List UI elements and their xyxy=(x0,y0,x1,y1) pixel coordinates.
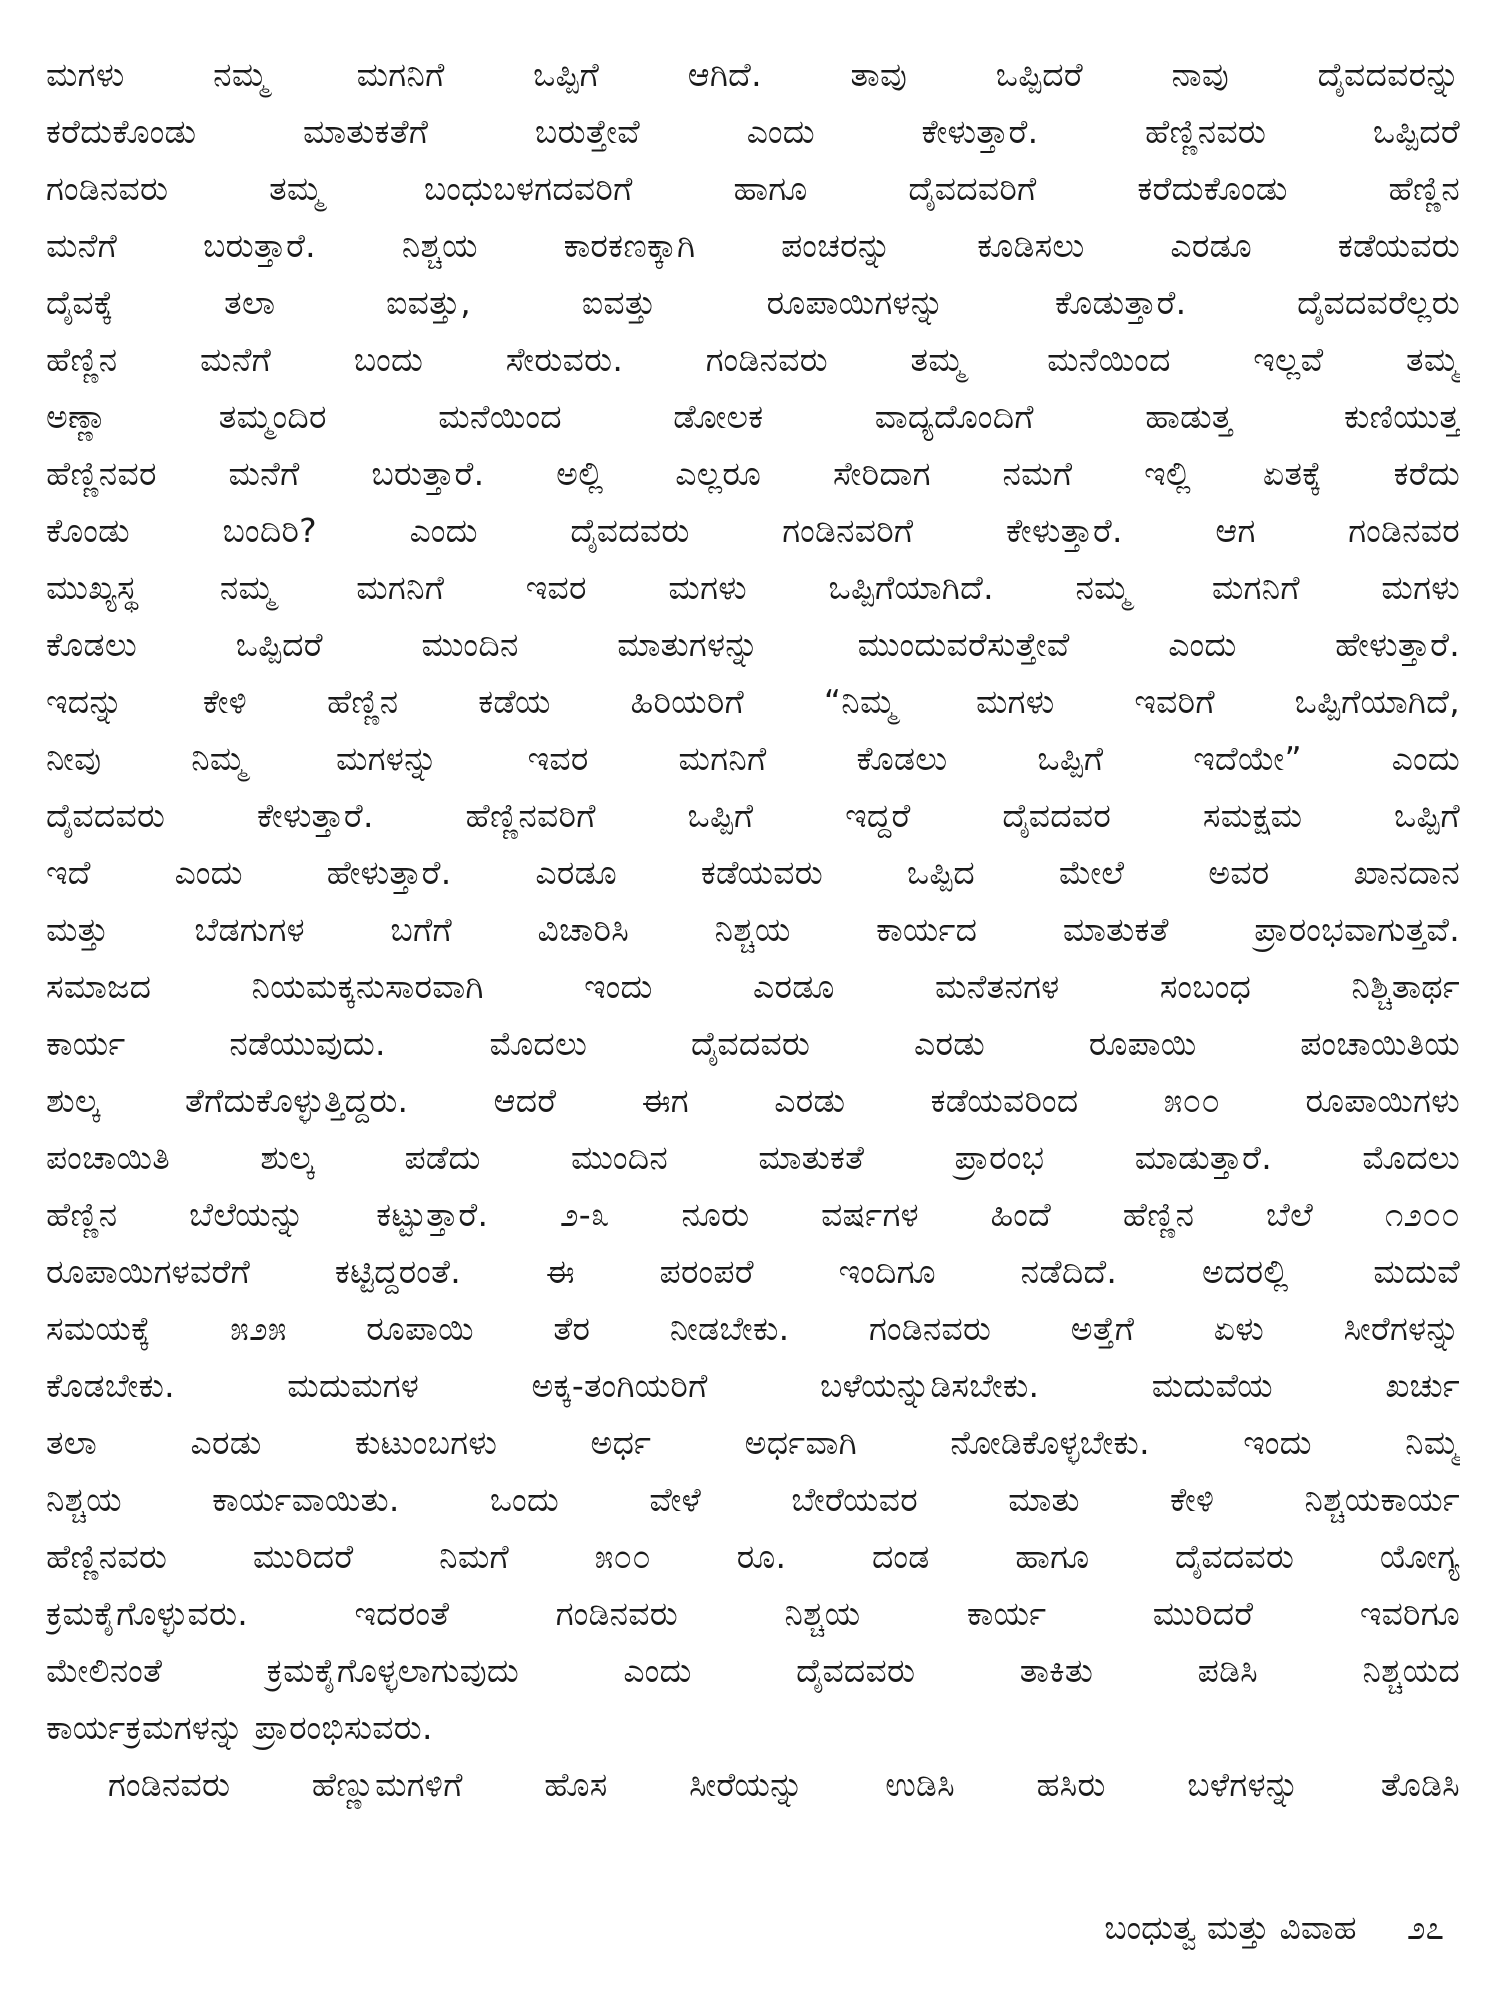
page-number: ೨೭ xyxy=(1407,1908,1444,1947)
text-line: ಕ್ರಮಕೈಗೊಳ್ಳುವರು. ಇದರಂತೆ ಗಂಡಿನವರು ನಿಶ್ಚಯ ಕಾರ್ಯ ಮುರಿದರೆ ಇವರಿಗೂ xyxy=(46,1594,1460,1633)
text-line: ಸಮಾಜದ ನಿಯಮಕ್ಕನುಸಾರವಾಗಿ ಇಂದು ಎರಡೂ ಮನೆತನಗಳ ಸಂಬಂಧ ನಿಶ್ಚಿತಾರ್ಥ xyxy=(46,967,1460,1006)
running-title: ಬಂಧುತ್ವ ಮತ್ತು ವಿವಾಹ xyxy=(1104,1908,1357,1947)
page-footer xyxy=(1104,1908,1444,1948)
body-text xyxy=(46,46,1460,1813)
text-line: ಪಂಚಾಯಿತಿ ಶುಲ್ಕ ಪಡೆದು ಮುಂದಿನ ಮಾತುಕತೆ ಪ್ರಾರಂಭ ಮಾಡುತ್ತಾರೆ. ಮೊದಲು xyxy=(46,1138,1460,1177)
text-line: ಕರೆದುಕೊಂಡು ಮಾತುಕತೆಗೆ ಬರುತ್ತೇವೆ ಎಂದು ಕೇಳುತ್ತಾರೆ. ಹೆಣ್ಣಿನವರು ಒಪ್ಪಿದರೆ xyxy=(46,112,1460,151)
text-line: ದೈವದವರು ಕೇಳುತ್ತಾರೆ. ಹೆಣ್ಣಿನವರಿಗೆ ಒಪ್ಪಿಗೆ ಇದ್ದರೆ ದೈವದವರ ಸಮಕ್ಷಮ ಒಪ್ಪಿಗೆ xyxy=(46,796,1460,835)
text-line: ಹೆಣ್ಣಿನ ಮನೆಗೆ ಬಂದು ಸೇರುವರು. ಗಂಡಿನವರು ತಮ್ಮ ಮನೆಯಿಂದ ಇಲ್ಲವೆ ತಮ್ಮ xyxy=(46,340,1460,379)
text-line: ಹೆಣ್ಣಿನವರು ಮುರಿದರೆ ನಿಮಗೆ ೫೦೦ ರೂ. ದಂಡ ಹಾಗೂ ದೈವದವರು ಯೋಗ್ಯ xyxy=(46,1537,1460,1576)
text-line: ಕಾರ್ಯಕ್ರಮಗಳನ್ನು ಪ್ರಾರಂಭಿಸುವರು. xyxy=(46,1708,433,1747)
text-line: ಶುಲ್ಕ ತೆಗೆದುಕೊಳ್ಳುತ್ತಿದ್ದರು. ಆದರೆ ಈಗ ಎರಡು ಕಡೆಯವರಿಂದ ೫೦೦ ರೂಪಾಯಿಗಳು xyxy=(46,1081,1460,1120)
text-line: ಇದನ್ನು ಕೇಳಿ ಹೆಣ್ಣಿನ ಕಡೆಯ ಹಿರಿಯರಿಗೆ “ನಿಮ್ಮ ಮಗಳು ಇವರಿಗೆ ಒಪ್ಪಿಗೆಯಾಗಿದೆ, xyxy=(46,682,1460,721)
paragraph-1 xyxy=(46,46,1460,1756)
text-line: ತಲಾ ಎರಡು ಕುಟುಂಬಗಳು ಅರ್ಧ ಅರ್ಧವಾಗಿ ನೋಡಿಕೊಳ್ಳಬೇಕು. ಇಂದು ನಿಮ್ಮ xyxy=(46,1423,1460,1462)
paragraph-2 xyxy=(46,1756,1460,1813)
text-line: ಕೊಡಲು ಒಪ್ಪಿದರೆ ಮುಂದಿನ ಮಾತುಗಳನ್ನು ಮುಂದುವರೆಸುತ್ತೇವೆ ಎಂದು ಹೇಳುತ್ತಾರೆ. xyxy=(46,625,1460,664)
text-line: ಮಗಳು ನಮ್ಮ ಮಗನಿಗೆ ಒಪ್ಪಿಗೆ ಆಗಿದೆ. ತಾವು ಒಪ್ಪಿದರೆ ನಾವು ದೈವದವರನ್ನು xyxy=(46,55,1460,94)
text-line: ಗಂಡಿನವರು ಹೆಣ್ಣುಮಗಳಿಗೆ ಹೊಸ ಸೀರೆಯನ್ನು ಉಡಿಸಿ ಹಸಿರು ಬಳೆಗಳನ್ನು ತೊಡಿಸಿ xyxy=(108,1765,1460,1804)
text-line: ಹೆಣ್ಣಿನವರ ಮನೆಗೆ ಬರುತ್ತಾರೆ. ಅಲ್ಲಿ ಎಲ್ಲರೂ ಸೇರಿದಾಗ ನಮಗೆ ಇಲ್ಲಿ ಏತಕ್ಕೆ ಕರೆದು xyxy=(46,454,1460,493)
text-line: ರೂಪಾಯಿಗಳವರೆಗೆ ಕಟ್ಟಿದ್ದರಂತೆ. ಈ ಪರಂಪರೆ ಇಂದಿಗೂ ನಡೆದಿದೆ. ಅದರಲ್ಲಿ ಮದುವೆ xyxy=(46,1252,1460,1291)
text-line: ಮೇಲಿನಂತೆ ಕ್ರಮಕೈಗೊಳ್ಳಲಾಗುವುದು ಎಂದು ದೈವದವರು ತಾಕಿತು ಪಡಿಸಿ ನಿಶ್ಚಯದ xyxy=(46,1651,1460,1690)
text-line: ಗಂಡಿನವರು ತಮ್ಮ ಬಂಧುಬಳಗದವರಿಗೆ ಹಾಗೂ ದೈವದವರಿಗೆ ಕರೆದುಕೊಂಡು ಹೆಣ್ಣಿನ xyxy=(46,169,1460,208)
text-line: ಮನೆಗೆ ಬರುತ್ತಾರೆ. ನಿಶ್ಚಯ ಕಾರಕಣಕ್ಕಾಗಿ ಪಂಚರನ್ನು ಕೂಡಿಸಲು ಎರಡೂ ಕಡೆಯವರು xyxy=(46,226,1460,265)
text-line: ನಿಶ್ಚಯ ಕಾರ್ಯವಾಯಿತು. ಒಂದು ವೇಳೆ ಬೇರೆಯವರ ಮಾತು ಕೇಳಿ ನಿಶ್ಚಯಕಾರ್ಯ xyxy=(46,1480,1460,1519)
text-line: ಮತ್ತು ಬೆಡಗುಗಳ ಬಗೆಗೆ ವಿಚಾರಿಸಿ ನಿಶ್ಚಯ ಕಾರ್ಯದ ಮಾತುಕತೆ ಪ್ರಾರಂಭವಾಗುತ್ತವೆ. xyxy=(46,910,1460,949)
text-line: ಕೊಂಡು ಬಂದಿರಿ? ಎಂದು ದೈವದವರು ಗಂಡಿನವರಿಗೆ ಕೇಳುತ್ತಾರೆ. ಆಗ ಗಂಡಿನವರ xyxy=(46,511,1460,550)
text-line: ದೈವಕ್ಕೆ ತಲಾ ಐವತ್ತು, ಐವತ್ತು ರೂಪಾಯಿಗಳನ್ನು ಕೊಡುತ್ತಾರೆ. ದೈವದವರೆಲ್ಲರು xyxy=(46,283,1460,322)
text-line: ಮುಖ್ಯಸ್ಥ ನಮ್ಮ ಮಗನಿಗೆ ಇವರ ಮಗಳು ಒಪ್ಪಿಗೆಯಾಗಿದೆ. ನಮ್ಮ ಮಗನಿಗೆ ಮಗಳು xyxy=(46,568,1460,607)
text-line: ನೀವು ನಿಮ್ಮ ಮಗಳನ್ನು ಇವರ ಮಗನಿಗೆ ಕೊಡಲು ಒಪ್ಪಿಗೆ ಇದೆಯೇ” ಎಂದು xyxy=(46,739,1460,778)
text-line: ಇದೆ ಎಂದು ಹೇಳುತ್ತಾರೆ. ಎರಡೂ ಕಡೆಯವರು ಒಪ್ಪಿದ ಮೇಲೆ ಅವರ ಖಾನದಾನ xyxy=(46,853,1460,892)
text-line: ಹೆಣ್ಣಿನ ಬೆಲೆಯನ್ನು ಕಟ್ಟುತ್ತಾರೆ. ೨-೩ ನೂರು ವರ್ಷಗಳ ಹಿಂದೆ ಹೆಣ್ಣಿನ ಬೆಲೆ ೧೨೦೦ xyxy=(46,1195,1460,1234)
text-line: ಸಮಯಕ್ಕೆ ೫೨೫ ರೂಪಾಯಿ ತೆರ ನೀಡಬೇಕು. ಗಂಡಿನವರು ಅತ್ತೆಗೆ ಏಳು ಸೀರೆಗಳನ್ನು xyxy=(46,1309,1460,1348)
text-line: ಅಣ್ಣಾ ತಮ್ಮಂದಿರ ಮನೆಯಿಂದ ಡೋಲಕ ವಾದ್ಯದೊಂದಿಗೆ ಹಾಡುತ್ತ ಕುಣಿಯುತ್ತ xyxy=(46,397,1460,436)
text-line: ಕೊಡಬೇಕು. ಮದುಮಗಳ ಅಕ್ಕ-ತಂಗಿಯರಿಗೆ ಬಳೆಯನ್ನುಡಿಸಬೇಕು. ಮದುವೆಯ ಖರ್ಚು xyxy=(46,1366,1460,1405)
text-line: ಕಾರ್ಯ ನಡೆಯುವುದು. ಮೊದಲು ದೈವದವರು ಎರಡು ರೂಪಾಯಿ ಪಂಚಾಯಿತಿಯ xyxy=(46,1024,1460,1063)
